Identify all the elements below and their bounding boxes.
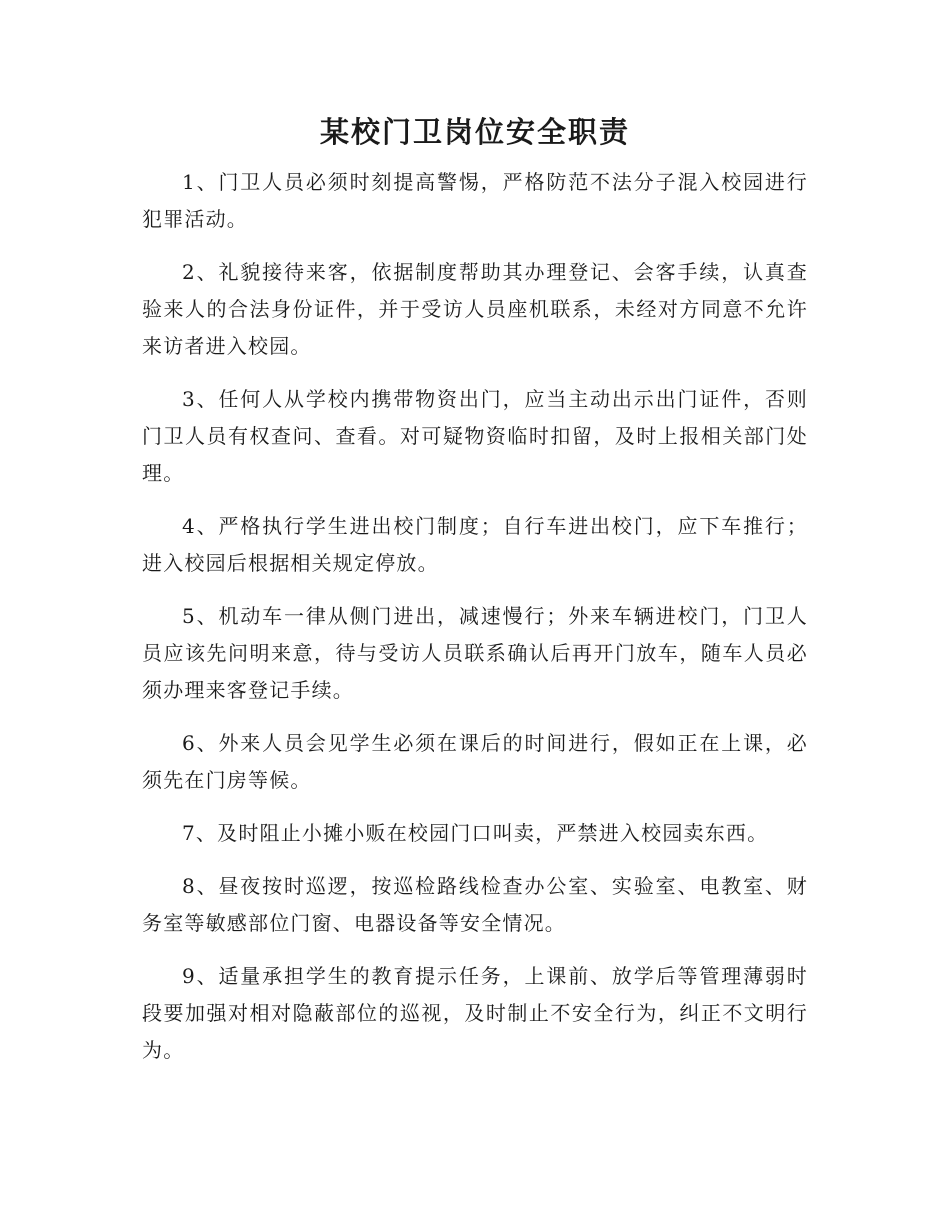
- paragraph-3: 3、任何人从学校内携带物资出门，应当主动出示出门证件，否则门卫人员有权查问、查看。对可疑物资临时扣留，及时上报相关部门处理。: [142, 387, 808, 485]
- paragraph-7: 7、及时阻止小摊小贩在校园门口叫卖，严禁进入校园卖东西。: [182, 821, 769, 845]
- document-body: [142, 164, 808, 1085]
- paragraph-1: 1、门卫人员必须时刻提高警惕，严格防范不法分子混入校园进行犯罪活动。: [142, 170, 808, 231]
- document-title: 某校门卫岗位安全职责: [319, 115, 630, 149]
- paragraph-8: 8、昼夜按时巡逻，按巡检路线检查办公室、实验室、电教室、财务室等敏感部位门窗、电器设备等安全情况。: [142, 874, 808, 935]
- paragraph-4: 4、严格执行学生进出校门制度；自行车进出校门，应下车推行；进入校园后根据相关规定停放。: [142, 514, 808, 575]
- paragraph-6: 6、外来人员会见学生必须在课后的时间进行，假如正在上课，必须先在门房等候。: [142, 731, 808, 792]
- paragraph-5: 5、机动车一律从侧门进出，减速慢行；外来车辆进校门，门卫人员应该先问明来意，待与受访人员联系确认后再开门放车，随车人员必须办理来客登记手续。: [142, 604, 808, 702]
- paragraph-9: 9、适量承担学生的教育提示任务，上课前、放学后等管理薄弱时段要加强对相对隐蔽部位的巡视，及时制止不安全行为，纠正不文明行为。: [142, 964, 808, 1062]
- paragraph-2: 2、礼貌接待来客，依据制度帮助其办理登记、会客手续，认真查验来人的合法身份证件，并于受访人员座机联系，未经对方同意不允许来访者进入校园。: [142, 260, 808, 358]
